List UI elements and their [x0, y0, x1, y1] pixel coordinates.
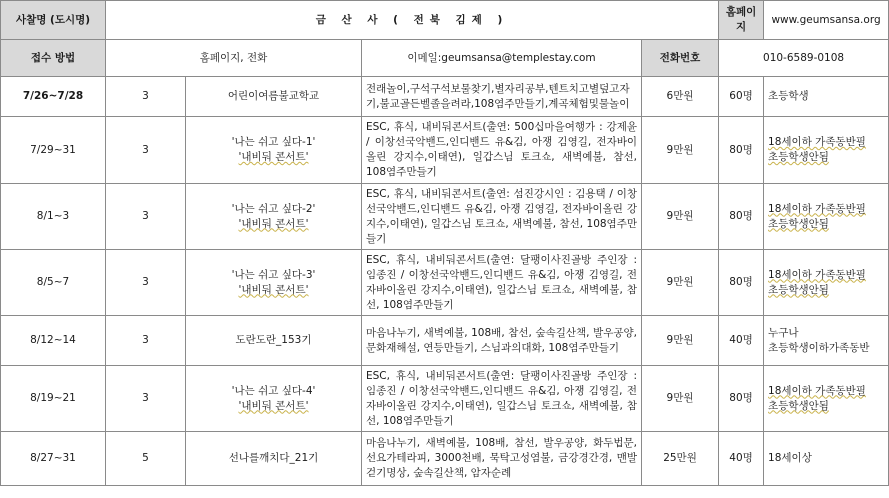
row-nights: 3	[106, 117, 186, 184]
target-line: 초등학생	[768, 90, 809, 102]
program-name-line: 도란도란_153기	[235, 334, 312, 346]
row-program-name	[186, 77, 362, 117]
table-row	[1, 316, 889, 366]
row-program-details: 전래놀이,구석구석보물찾기,별자리공부,텐트치고별덮고자기,불교골든벨졸을려라,108염주만들기,계곡체험및물놀이	[362, 77, 642, 117]
row-program-name	[186, 184, 362, 250]
target-line: 초등학생안됨	[768, 217, 829, 230]
table-row	[1, 366, 889, 432]
table-row	[1, 250, 889, 316]
row-dates: 8/27~31	[1, 432, 106, 486]
row-fee: 9만원	[642, 184, 719, 250]
target-line: 18세이하 가족동반필	[768, 136, 866, 148]
target-line: 18세이상	[768, 452, 812, 464]
header-row-1	[1, 1, 889, 40]
program-name-line: '나는 쉬고 싶다-2'	[231, 202, 316, 215]
target-line: 초등학생안됨	[768, 151, 829, 163]
row-program-details: ESC, 휴식, 내비둬콘서트(출연: 섬진강시인 : 김용택 / 이창선국악밴드,인디밴드 유&김, 아쟁 김영길, 전자바이올린 강지수,이태연), 일갑스님 토크쇼, 새벽예불, 참선, 108염주만들기	[362, 184, 642, 250]
row-program-name	[186, 117, 362, 184]
program-name-line: '나는 쉬고 싶다-3'	[231, 268, 316, 281]
row-dates: 8/12~14	[1, 316, 106, 366]
row-capacity: 40명	[719, 432, 764, 486]
target-line: 18세이하 가족동반필	[768, 384, 866, 397]
phone-label: 전화번호	[642, 40, 719, 77]
row-target	[764, 432, 889, 486]
row-program-details: ESC, 휴식, 내비둬콘서트(출연: 달팽이사진골방 주인장 : 임종진 / 이창선국악밴드,인디밴드 유&김, 아쟁 김영길, 전자바이올린 강지수,이태연), 일갑스님 토크쇼, 새벽예불, 참선, 108염주만들기	[362, 250, 642, 316]
program-name-line: '나는 쉬고 싶다-1'	[231, 136, 316, 148]
row-target	[764, 77, 889, 117]
row-dates: 7/26~7/28	[1, 77, 106, 117]
row-nights: 3	[106, 366, 186, 432]
target-line: 누구나	[768, 326, 799, 339]
row-capacity: 80명	[719, 250, 764, 316]
target-line: 초등학생이하가족동반	[768, 341, 870, 354]
row-target	[764, 316, 889, 366]
row-program-name	[186, 432, 362, 486]
row-fee: 9만원	[642, 117, 719, 184]
table-row	[1, 432, 889, 486]
homepage-value[interactable]: www.geumsansa.org	[764, 1, 889, 40]
table-row	[1, 184, 889, 250]
row-program-details: ESC, 휴식, 내비둬콘서트(출연: 달팽이사진골방 주인장 : 임종진 / 이창선국악밴드,인디밴드 유&김, 아쟁 김영길, 전자바이올린 강지수,이태연), 일갑스님 토크쇼, 새벽예불, 참선, 108염주만들기	[362, 366, 642, 432]
row-program-name	[186, 366, 362, 432]
row-fee: 9만원	[642, 366, 719, 432]
row-capacity: 40명	[719, 316, 764, 366]
target-line: 초등학생안됨	[768, 283, 829, 296]
program-name-line: '내비둬 콘서트'	[238, 151, 309, 163]
row-fee: 6만원	[642, 77, 719, 117]
row-program-details: 마음나누기, 새벽예불, 108배, 참선, 발우공양, 화두법문, 선요가테라피, 3000천배, 묵탁고성염불, 금강경간경, 맨발걷기명상, 숲속길산책, 암자순례	[362, 432, 642, 486]
table-row	[1, 117, 889, 184]
row-fee: 9만원	[642, 250, 719, 316]
row-program-details: 마음나누기, 새벽예불, 108배, 참선, 숲속길산책, 발우공양, 문화재해설, 연등만들기, 스님과의대화, 108염주만들기	[362, 316, 642, 366]
row-program-name	[186, 316, 362, 366]
program-name-line: '내비둬 콘서트'	[238, 399, 309, 412]
row-program-details: ESC, 휴식, 내비둬콘서트(출연: 500십마을여행가 : 강제윤 / 이창선국악밴드,인디밴드 유&김, 아쟁 김영길, 전자바이올린 강지수,이태연), 일갑스님 토크쇼, 새벽예불, 참선, 108염주만들기	[362, 117, 642, 184]
email-value[interactable]: 이메일:geumsansa@templestay.com	[362, 40, 642, 77]
program-name-line: 어린이여름불교학교	[227, 90, 320, 102]
row-dates: 8/19~21	[1, 366, 106, 432]
row-nights: 3	[106, 250, 186, 316]
program-name-line: '내비둬 콘서트'	[238, 283, 309, 296]
row-target	[764, 184, 889, 250]
program-name-line: '내비둬 콘서트'	[238, 217, 309, 230]
program-name-line: 선나를깨치다_21기	[228, 452, 319, 464]
program-name-line: '나는 쉬고 싶다-4'	[231, 384, 316, 397]
row-dates: 8/5~7	[1, 250, 106, 316]
row-nights: 5	[106, 432, 186, 486]
row-nights: 3	[106, 77, 186, 117]
method-value: 홈페이지, 전화	[106, 40, 362, 77]
target-line: 18세이하 가족동반필	[768, 268, 866, 281]
row-capacity: 80명	[719, 184, 764, 250]
row-capacity: 60명	[719, 77, 764, 117]
row-capacity: 80명	[719, 366, 764, 432]
header-row-2	[1, 40, 889, 77]
table-row	[1, 77, 889, 117]
row-nights: 3	[106, 316, 186, 366]
row-dates: 7/29~31	[1, 117, 106, 184]
row-target	[764, 117, 889, 184]
row-fee: 25만원	[642, 432, 719, 486]
row-nights: 3	[106, 184, 186, 250]
row-capacity: 80명	[719, 117, 764, 184]
row-fee: 9만원	[642, 316, 719, 366]
phone-value: 010-6589-0108	[719, 40, 889, 77]
method-label: 접수 방법	[1, 40, 106, 77]
target-line: 초등학생안됨	[768, 399, 829, 412]
row-program-name	[186, 250, 362, 316]
temple-name-label: 사찰명 (도시명)	[1, 1, 106, 40]
temple-title: 금 산 사 ( 전북 김제 )	[106, 1, 719, 40]
target-line: 18세이하 가족동반필	[768, 202, 866, 215]
row-target	[764, 250, 889, 316]
row-target	[764, 366, 889, 432]
homepage-label: 홈페이지	[719, 1, 764, 40]
row-dates: 8/1~3	[1, 184, 106, 250]
